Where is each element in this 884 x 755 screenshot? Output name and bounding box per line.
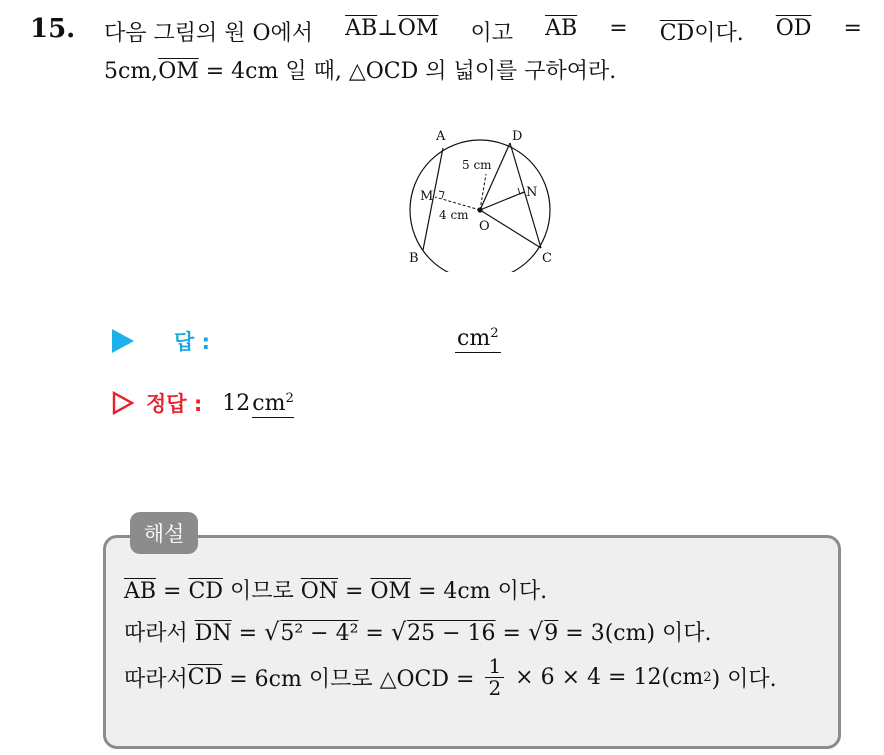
ex-radicand-3: 9 bbox=[544, 621, 559, 646]
ex-eq-2: = bbox=[338, 579, 371, 604]
correct-label: 정답 : bbox=[146, 392, 203, 416]
sqrt-symbol: √ bbox=[264, 618, 280, 646]
ex-text-2a: 따라서 bbox=[124, 621, 195, 646]
ex-text-3b: = 6cm 이므로 △OCD = bbox=[222, 667, 482, 692]
explanation-line-2 bbox=[124, 616, 712, 647]
correct-value bbox=[222, 391, 294, 416]
sqrt-symbol: √ bbox=[390, 618, 407, 646]
question-line-2 bbox=[104, 54, 616, 85]
ex-text-1b: = 4cm 이다. bbox=[411, 579, 548, 604]
question-text-1c: 이다. bbox=[694, 21, 744, 46]
label-a: A bbox=[436, 129, 446, 144]
circle-diagram bbox=[400, 122, 580, 272]
ex-text-2c: = bbox=[358, 621, 391, 646]
segment-om: $\overline{OM}$ bbox=[397, 16, 439, 41]
ex-text-2e: = 3(cm) 이다. bbox=[558, 621, 712, 646]
correct-unit: cm bbox=[252, 390, 286, 416]
question-line-1 bbox=[104, 16, 862, 47]
circle-figure bbox=[400, 122, 580, 272]
question-text-1b: 이고 bbox=[470, 21, 514, 46]
answer-blank[interactable] bbox=[455, 326, 501, 353]
segment-om-2: $\overline{OM}$ bbox=[158, 59, 199, 84]
ex-text-2b: = bbox=[231, 621, 265, 646]
label-n: N bbox=[526, 185, 538, 200]
ex-segment-dn: $\overline{DN}$ bbox=[194, 621, 232, 646]
segment-cd: $\overline{CD}$ bbox=[659, 21, 695, 46]
segment-ab-2: $\overline{AB}$ bbox=[545, 16, 578, 41]
ex-eq-1: = bbox=[156, 579, 189, 604]
label-o: O bbox=[479, 219, 490, 234]
equals-sign-2: = bbox=[843, 16, 862, 41]
ex-segment-ab: $\overline{AB}$ bbox=[124, 579, 157, 604]
correct-answer-row bbox=[112, 388, 294, 418]
answer-unit-exp: 2 bbox=[490, 326, 499, 342]
ex-text-3d: ) 이다. bbox=[711, 667, 777, 692]
ex-radicand-1: 5² − 4² bbox=[280, 621, 359, 646]
sqrt-symbol: √ bbox=[527, 618, 544, 646]
explanation-line-1 bbox=[124, 574, 547, 605]
ex-text-2d: = bbox=[495, 621, 528, 646]
ex-text-3c: × 6 × 4 = 12(cm bbox=[508, 665, 704, 690]
ex-radicand-2: 25 − 16 bbox=[407, 621, 496, 646]
correct-unit-exp: 2 bbox=[285, 390, 294, 406]
ex-text-1a: 이므로 bbox=[222, 579, 301, 604]
segment-ab: $\overline{AB}$ bbox=[345, 16, 378, 41]
outline-triangle-icon bbox=[112, 391, 134, 415]
explanation-tab: 해설 bbox=[130, 512, 198, 554]
question-number: 15. bbox=[30, 14, 76, 44]
fraction-one-half bbox=[485, 656, 504, 699]
center-point bbox=[477, 207, 482, 212]
label-4cm: 4 cm bbox=[439, 208, 469, 222]
fraction-numerator: 1 bbox=[485, 656, 504, 678]
correct-unit-wrap bbox=[252, 391, 294, 418]
label-m: M bbox=[420, 189, 434, 204]
question-text-2a: 5cm, bbox=[104, 59, 159, 84]
ex-segment-on: $\overline{ON}$ bbox=[300, 579, 339, 604]
label-b: B bbox=[409, 251, 419, 266]
label-d: D bbox=[512, 129, 523, 144]
label-5cm: 5 cm bbox=[462, 158, 492, 172]
label-c: C bbox=[542, 251, 552, 266]
ex-text-3a: 따라서 bbox=[124, 667, 188, 692]
right-angle-m bbox=[439, 191, 444, 198]
equals-sign: = bbox=[609, 16, 628, 41]
fraction-denominator: 2 bbox=[488, 676, 502, 700]
answer-unit: cm bbox=[457, 326, 491, 351]
answer-row bbox=[112, 326, 210, 356]
question-text-1a: 다음 그림의 원 O에서 bbox=[104, 21, 314, 46]
segment-od: $\overline{OD}$ bbox=[775, 16, 812, 41]
segment-ab-perp-om bbox=[345, 16, 438, 47]
segment-cd-clause bbox=[660, 16, 744, 47]
ex-segment-cd: $\overline{CD}$ bbox=[188, 579, 223, 604]
perp-symbol: ⊥ bbox=[377, 16, 398, 41]
explanation-line-3: 따라서 $\overline{CD}$ = 6cm 이므로 △OCD = $\frac{1}{2}$ × 6 × 4 = 12(cm 2 ) 이다. bbox=[124, 654, 777, 700]
answer-label: 답 : bbox=[174, 330, 210, 354]
ex-segment-cd-2: $\overline{CD}$ bbox=[187, 665, 223, 690]
correct-number: 12 bbox=[222, 390, 251, 416]
play-triangle-icon bbox=[112, 329, 134, 353]
ex-segment-om: $\overline{OM}$ bbox=[370, 579, 411, 604]
question-text-2b: = 4cm 일 때, △OCD 의 넓이를 구하여라. bbox=[198, 59, 617, 84]
